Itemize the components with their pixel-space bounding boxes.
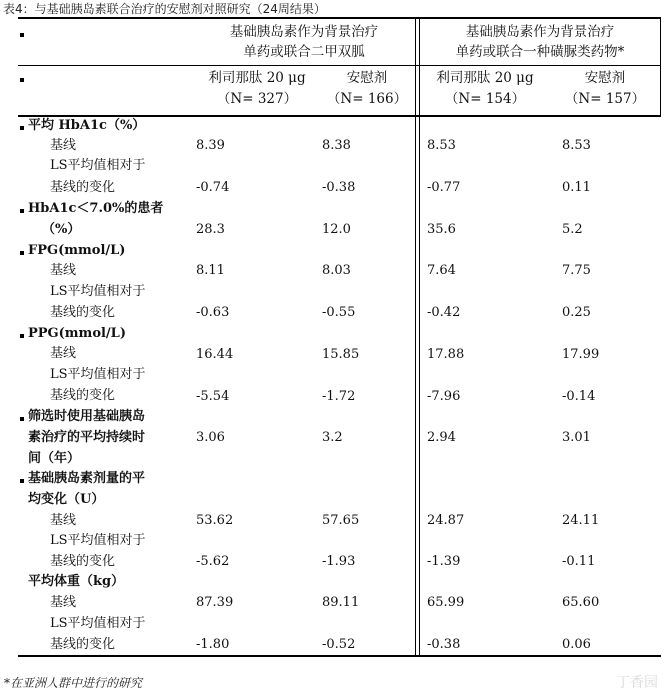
- ls-label-line2: 基线的变化: [50, 305, 116, 320]
- ls-label-line1: LS平均值相对于: [50, 367, 146, 382]
- footnote: *在亚洲人群中进行的研究: [4, 676, 143, 690]
- ls-label-line2: 基线的变化: [50, 637, 116, 652]
- cell-dose-base-2: 57.65: [322, 513, 360, 528]
- cell-fpg-base-1: 8.11: [196, 263, 225, 278]
- cell-dose-change-2: -1.93: [322, 554, 356, 569]
- watermark: 丁香园: [616, 675, 658, 691]
- cell-weight-change-2: -0.52: [322, 637, 356, 652]
- cell-fpg-change-2: -0.55: [322, 305, 356, 320]
- ls-label-line1: LS平均值相对于: [50, 284, 146, 299]
- row-weight-label: 平均体重（kg）: [28, 574, 125, 589]
- row-marker: [20, 417, 24, 421]
- cell-weight-change-4: 0.06: [562, 637, 591, 652]
- row-duration-label-1: 筛选时使用基础胰岛: [28, 409, 146, 424]
- group1-title-line1: 基础胰岛素作为背景治疗: [229, 24, 379, 40]
- cell-hba1c-pct-2: 12.0: [322, 222, 351, 237]
- cell-dose-change-1: -5.62: [196, 554, 230, 569]
- row-dose-label-1: 基础胰岛素剂量的平: [28, 471, 146, 486]
- ls-label-line2: 基线的变化: [50, 388, 116, 403]
- cell-ppg-change-2: -1.72: [322, 389, 356, 404]
- cell-duration-4: 3.01: [562, 430, 591, 445]
- row-fpg-label: FPG(mmol/L): [28, 243, 126, 258]
- baseline-label: 基线: [50, 513, 77, 528]
- row-ppg-label: PPG(mmol/L): [28, 326, 126, 341]
- row-marker: [20, 126, 24, 130]
- row-duration-label-2: 素治疗的平均持续时: [28, 430, 146, 445]
- cell-hba1c-base-3: 8.53: [427, 138, 456, 153]
- col-placebo-1: 安慰剂: [346, 70, 388, 86]
- group-separator-rule: [415, 18, 416, 657]
- cell-hba1c-pct-4: 5.2: [562, 222, 583, 237]
- cell-ppg-change-1: -5.54: [196, 389, 230, 404]
- cell-weight-change-1: -1.80: [196, 637, 230, 652]
- ls-label-line1: LS平均值相对于: [50, 533, 146, 548]
- cell-fpg-change-4: 0.25: [562, 305, 591, 320]
- row-marker: [20, 479, 24, 483]
- row-hba1c-pct-label-2: （%）: [42, 222, 81, 237]
- cell-ppg-base-3: 17.88: [427, 347, 465, 362]
- cell-dose-base-3: 24.87: [427, 513, 465, 528]
- header-divider-rule: [18, 65, 661, 66]
- col-lixi-2: 利司那肽 20 μg: [436, 70, 534, 86]
- ls-label-line2: 基线的变化: [50, 554, 116, 569]
- row-marker: [20, 78, 24, 82]
- baseline-label: 基线: [50, 346, 77, 361]
- cell-hba1c-base-4: 8.53: [562, 138, 591, 153]
- cell-weight-base-3: 65.99: [427, 595, 465, 610]
- col-n-4: （N= 157）: [564, 91, 646, 107]
- group-separator-rule-2: [419, 18, 420, 657]
- cell-hba1c-base-2: 8.38: [322, 138, 351, 153]
- cell-duration-3: 2.94: [427, 430, 456, 445]
- cell-fpg-change-1: -0.63: [196, 305, 230, 320]
- cell-ppg-base-2: 15.85: [322, 347, 360, 362]
- group1-title-line2: 单药或联合二甲双胍: [243, 44, 365, 60]
- row-marker: [20, 334, 24, 338]
- row-marker: [20, 209, 24, 213]
- row-marker: [20, 33, 24, 37]
- cell-weight-change-3: -0.38: [427, 637, 461, 652]
- col-lixi-1: 利司那肽 20 μg: [208, 70, 306, 86]
- cell-hba1c-change-4: 0.11: [562, 180, 591, 195]
- cell-duration-1: 3.06: [196, 430, 225, 445]
- ls-label-line2: 基线的变化: [50, 180, 116, 195]
- cell-hba1c-change-1: -0.74: [196, 180, 230, 195]
- col-n-2: （N= 166）: [326, 91, 408, 107]
- cell-dose-change-4: -0.11: [562, 554, 596, 569]
- baseline-label: 基线: [50, 595, 77, 610]
- cell-fpg-base-2: 8.03: [322, 263, 351, 278]
- cell-dose-base-1: 53.62: [196, 513, 234, 528]
- cell-weight-base-1: 87.39: [196, 595, 234, 610]
- cell-hba1c-pct-1: 28.3: [196, 222, 225, 237]
- ls-label-line1: LS平均值相对于: [50, 616, 146, 631]
- row-marker: [20, 251, 24, 255]
- cell-ppg-change-4: -0.14: [562, 389, 596, 404]
- cell-hba1c-pct-3: 35.6: [427, 222, 456, 237]
- group2-title-line2: 单药或联合一种磺脲类药物*: [455, 44, 625, 60]
- col-placebo-2: 安慰剂: [584, 70, 626, 86]
- table-caption: 表4：与基础胰岛素联合治疗的安慰剂对照研究（24周结果）: [3, 2, 326, 16]
- row-hba1c-pct-label-1: HbA1c＜7.0%的患者: [28, 201, 164, 216]
- table-bottom-rule: [18, 655, 661, 657]
- cell-hba1c-base-1: 8.39: [196, 138, 225, 153]
- right-border-rule: [660, 18, 661, 117]
- cell-weight-base-4: 65.60: [562, 595, 600, 610]
- row-duration-label-3: 间（年）: [28, 451, 81, 466]
- col-n-3: （N= 154）: [444, 91, 526, 107]
- cell-fpg-base-3: 7.64: [427, 263, 456, 278]
- group2-title-line1: 基础胰岛素作为背景治疗: [465, 24, 615, 40]
- cell-hba1c-change-2: -0.38: [322, 180, 356, 195]
- cell-hba1c-change-3: -0.77: [427, 180, 461, 195]
- cell-ppg-change-3: -7.96: [427, 389, 461, 404]
- cell-weight-base-2: 89.11: [322, 595, 360, 610]
- cell-dose-base-4: 24.11: [562, 513, 600, 528]
- ls-label-line1: LS平均值相对于: [50, 158, 146, 173]
- cell-fpg-change-3: -0.42: [427, 305, 461, 320]
- baseline-label: 基线: [50, 263, 77, 278]
- cell-ppg-base-4: 17.99: [562, 347, 600, 362]
- baseline-label: 基线: [50, 138, 77, 153]
- col-n-1: （N= 327）: [216, 91, 298, 107]
- table-top-rule: [18, 17, 661, 19]
- row-dose-label-2: 均变化（U）: [28, 492, 105, 507]
- cell-fpg-base-4: 7.75: [562, 263, 591, 278]
- cell-duration-2: 3.2: [322, 430, 343, 445]
- cell-ppg-base-1: 16.44: [196, 347, 234, 362]
- row-hba1c-mean-label: 平均 HbA1c（%）: [28, 118, 146, 133]
- cell-dose-change-3: -1.39: [427, 554, 461, 569]
